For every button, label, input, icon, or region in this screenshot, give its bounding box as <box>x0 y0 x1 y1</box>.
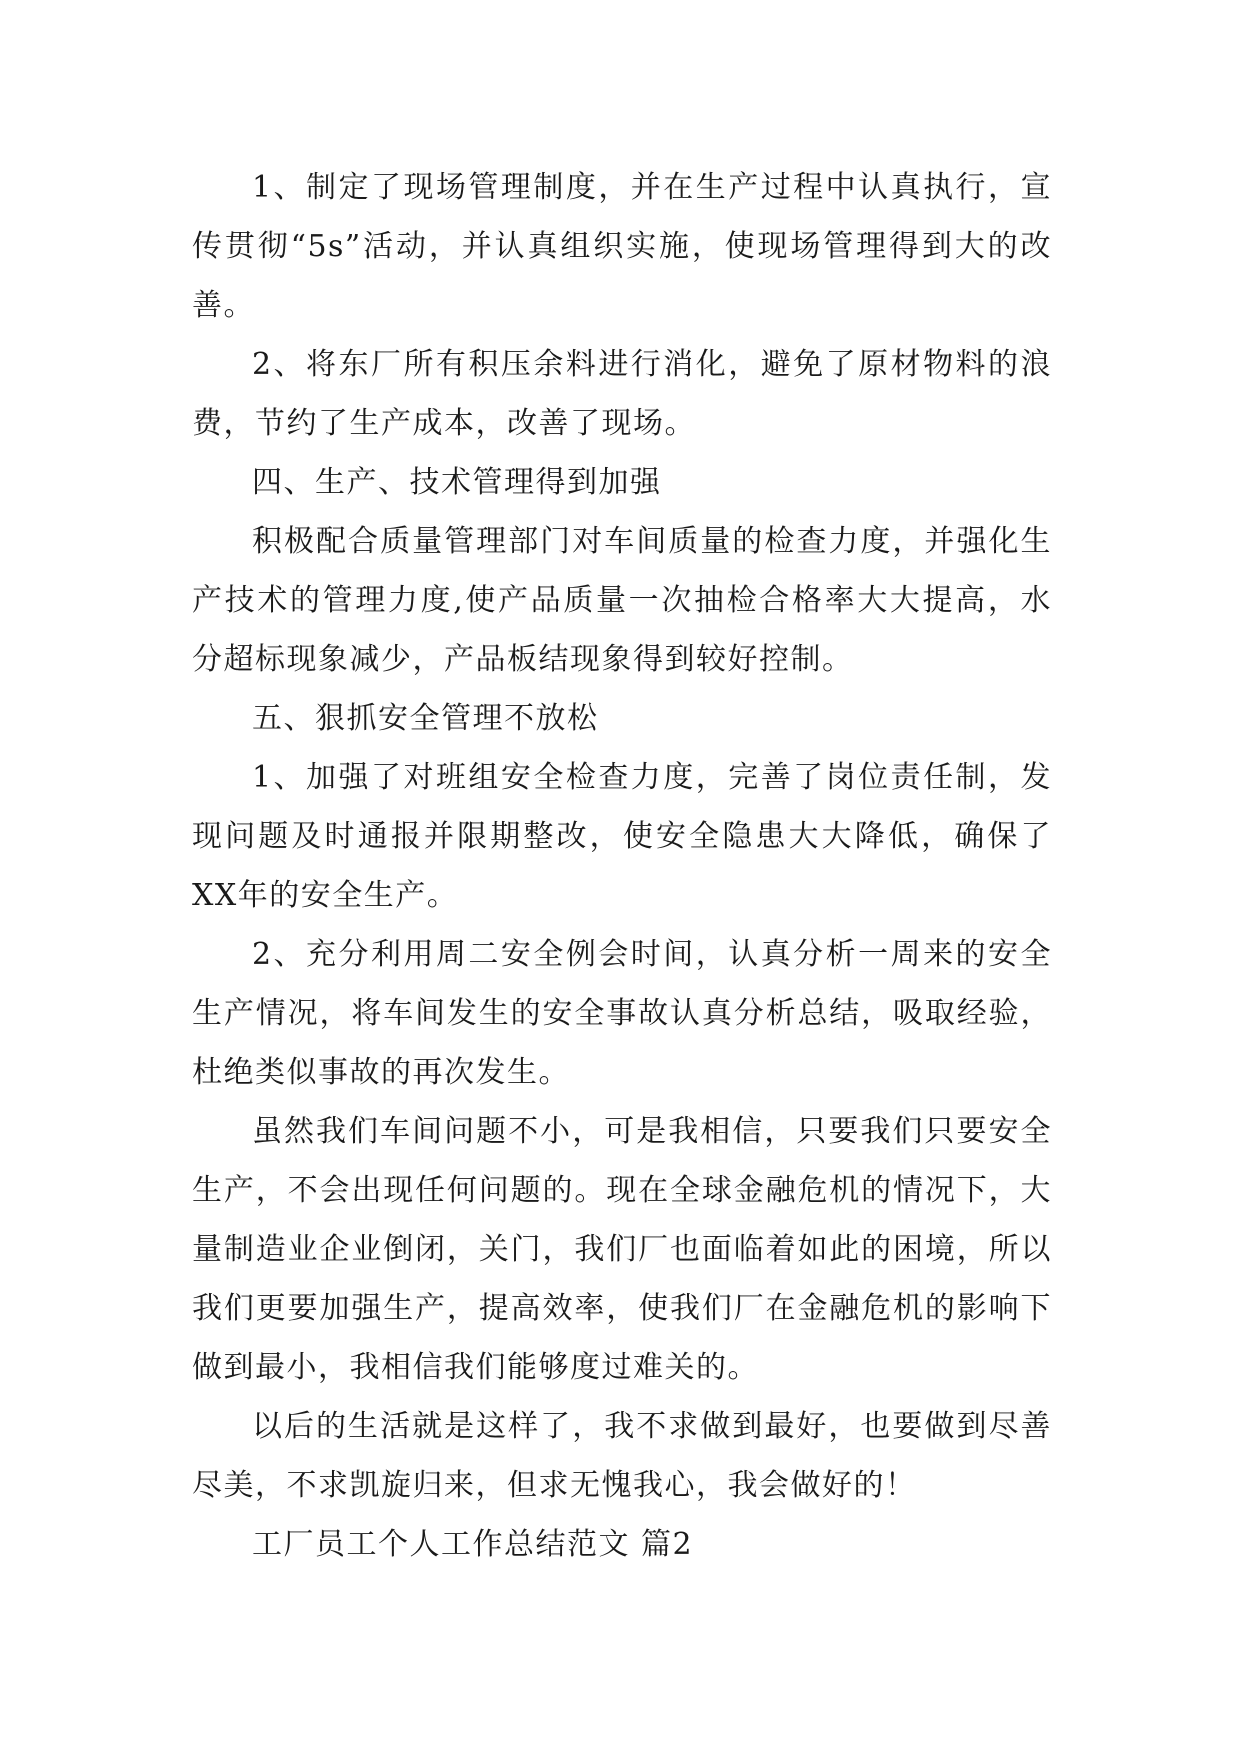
paragraph-surplus-materials: 2、将东厂所有积压余料进行消化，避免了原材物料的浪费，节约了生产成本，改善了现场。 <box>192 347 1052 441</box>
paragraph-safety-meeting: 2、充分利用周二安全例会时间，认真分析一周来的安全生产情况，将车间发生的安全事故认真分析总结，吸取经验，杜绝类似事故的再次发生。 <box>192 937 1052 1090</box>
section-heading-safety-management: 五、狠抓安全管理不放松 <box>252 701 599 736</box>
section-heading-production-technology: 四、生产、技术管理得到加强 <box>252 465 662 500</box>
paragraph-quality-control: 积极配合质量管理部门对车间质量的检查力度，并强化生产技术的管理力度,使产品质量一次抽检合格率大大提高，水分超标现象减少，产品板结现象得到较好控制。 <box>192 524 1052 677</box>
paragraph-safety-inspection: 1、加强了对班组安全检查力度，完善了岗位责任制，发现问题及时通报并限期整改，使安全隐患大大降低，确保了XX年的安全生产。 <box>192 760 1052 913</box>
paragraph-closing-statement: 以后的生活就是这样了，我不求做到最好，也要做到尽善尽美，不求凯旋归来，但求无愧我心，我会做好的！ <box>192 1409 1052 1503</box>
document-body <box>192 158 1052 1574</box>
next-article-title: 工厂员工个人工作总结范文 篇2 <box>252 1527 694 1562</box>
paragraph-financial-crisis: 虽然我们车间问题不小，可是我相信，只要我们只要安全生产，不会出现任何问题的。现在全球金融危机的情况下，大量制造业企业倒闭，关门，我们厂也面临着如此的困境，所以我们更要加强生产，提高效率，使我们厂在金融危机的影响下做到最小，我相信我们能够度过难关的。 <box>192 1114 1052 1385</box>
paragraph-site-management-rules: 1、制定了现场管理制度，并在生产过程中认真执行，宣传贯彻“5s”活动，并认真组织实施，使现场管理得到大的改善。 <box>192 170 1052 323</box>
